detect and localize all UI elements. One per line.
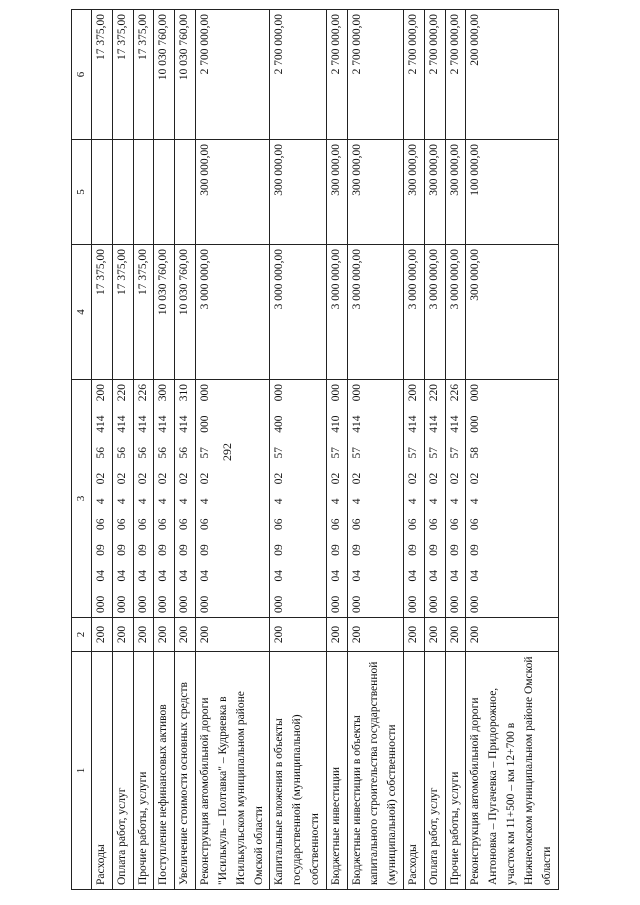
code-part: 57 xyxy=(407,447,420,459)
code-part: 220 xyxy=(427,384,440,402)
code-part: 310 xyxy=(178,384,191,402)
code-part: 09 xyxy=(157,544,170,556)
row-name: Бюджетные инвестиции в объекты капитального строительства государственной (муниципальной) собственности xyxy=(347,652,403,890)
code-part: 06 xyxy=(469,518,482,530)
row-admin-code: 200 xyxy=(424,618,445,652)
code-part: 414 xyxy=(157,415,170,433)
code-part: 09 xyxy=(469,544,482,556)
code-part: 000 xyxy=(407,595,420,613)
code-part: 000 xyxy=(469,415,482,433)
code-part: 02 xyxy=(95,472,108,485)
code-part: 04 xyxy=(350,570,363,582)
row-admin-code: 200 xyxy=(404,618,425,652)
code-part: 56 xyxy=(95,447,108,459)
table-row xyxy=(175,10,196,890)
code-part: 000 xyxy=(115,595,128,613)
row-amount-col5: 300 000,00 xyxy=(326,140,347,245)
row-classification-code xyxy=(196,380,270,618)
row-name: Прочие работы, услуги xyxy=(445,652,466,890)
code-part: 000 xyxy=(350,384,363,402)
code-part: 04 xyxy=(115,570,128,582)
code-part: 09 xyxy=(199,544,212,556)
code-part: 02 xyxy=(157,472,170,485)
code-part: 04 xyxy=(448,570,461,582)
code-part: 09 xyxy=(448,544,461,556)
code-part: 09 xyxy=(407,544,420,556)
row-amount-col6: 2 700 000,00 xyxy=(445,10,466,140)
row-amount-col6: 2 700 000,00 xyxy=(196,10,270,140)
code-part: 06 xyxy=(427,518,440,530)
code-part: 000 xyxy=(199,384,212,402)
code-part: 06 xyxy=(350,518,363,530)
row-classification-code xyxy=(326,380,347,618)
row-amount-col6: 200 000,00 xyxy=(466,10,558,140)
code-part: 414 xyxy=(448,415,461,433)
code-part: 04 xyxy=(469,570,482,582)
code-part: 414 xyxy=(115,415,128,433)
row-name: Расходы xyxy=(92,652,113,890)
code-part: 4 xyxy=(199,498,212,505)
table-row xyxy=(326,10,347,890)
code-part: 000 xyxy=(199,415,212,433)
code-part: 06 xyxy=(199,518,212,530)
row-classification-code xyxy=(347,380,403,618)
code-part: 04 xyxy=(329,570,342,582)
row-name: Оплата работ, услуг xyxy=(424,652,445,890)
code-part: 06 xyxy=(178,518,191,530)
row-amount-col4: 17 375,00 xyxy=(112,245,133,380)
code-part: 04 xyxy=(427,570,440,582)
code-part: 000 xyxy=(427,595,440,613)
code-part: 02 xyxy=(115,472,128,485)
code-part: 4 xyxy=(469,498,482,505)
code-part: 02 xyxy=(199,472,212,485)
table-row xyxy=(347,10,403,890)
code-part: 400 xyxy=(273,415,286,433)
code-part: 4 xyxy=(329,498,342,505)
code-part: 4 xyxy=(427,498,440,505)
table-row xyxy=(424,10,445,890)
row-amount-col6: 2 700 000,00 xyxy=(270,10,326,140)
code-part: 04 xyxy=(407,570,420,582)
code-part: 57 xyxy=(448,447,461,459)
code-part: 000 xyxy=(157,595,170,613)
row-name: Увеличение стоимости основных средств xyxy=(175,652,196,890)
row-amount-col4: 10 030 760,00 xyxy=(154,245,175,380)
row-classification-code xyxy=(466,380,558,618)
row-amount-col4: 3 000 000,00 xyxy=(270,245,326,380)
code-part: 000 xyxy=(199,595,212,613)
code-part: 414 xyxy=(95,415,108,433)
row-amount-col4: 3 000 000,00 xyxy=(347,245,403,380)
table-row xyxy=(466,10,558,890)
table-row xyxy=(133,10,154,890)
table-row xyxy=(112,10,133,890)
code-part: 4 xyxy=(178,498,191,505)
code-part: 58 xyxy=(469,447,482,459)
row-amount-col4: 3 000 000,00 xyxy=(326,245,347,380)
row-amount-col5 xyxy=(92,140,113,245)
row-amount-col5: 300 000,00 xyxy=(445,140,466,245)
row-amount-col5 xyxy=(112,140,133,245)
code-part: 200 xyxy=(95,384,108,402)
code-part: 57 xyxy=(427,447,440,459)
row-classification-code xyxy=(445,380,466,618)
row-admin-code: 200 xyxy=(196,618,270,652)
row-classification-code xyxy=(154,380,175,618)
header-row xyxy=(72,10,92,890)
code-part: 57 xyxy=(329,447,342,459)
table-row xyxy=(92,10,113,890)
row-amount-col4: 3 000 000,00 xyxy=(424,245,445,380)
row-name: Оплата работ, услуг xyxy=(112,652,133,890)
code-part: 02 xyxy=(469,472,482,485)
row-admin-code: 200 xyxy=(270,618,326,652)
code-part: 000 xyxy=(329,384,342,402)
row-classification-code xyxy=(112,380,133,618)
row-classification-code xyxy=(133,380,154,618)
table-row xyxy=(445,10,466,890)
code-part: 56 xyxy=(178,447,191,459)
row-admin-code: 200 xyxy=(175,618,196,652)
row-amount-col6: 10 030 760,00 xyxy=(154,10,175,140)
row-amount-col6: 2 700 000,00 xyxy=(326,10,347,140)
code-part: 000 xyxy=(136,595,149,613)
row-amount-col5: 300 000,00 xyxy=(347,140,403,245)
code-part: 06 xyxy=(407,518,420,530)
code-part: 57 xyxy=(350,447,363,459)
row-amount-col5: 300 000,00 xyxy=(196,140,270,245)
row-classification-code xyxy=(92,380,113,618)
table-row xyxy=(196,10,270,890)
row-name: Реконструкция автомобильной дороги "Исилькуль – Полтавка" – Кудряевка в Исилькульском муниципальном районе Омской области xyxy=(196,652,270,890)
code-part: 414 xyxy=(350,415,363,433)
code-part: 410 xyxy=(329,415,342,433)
code-part: 06 xyxy=(115,518,128,530)
code-part: 06 xyxy=(136,518,149,530)
code-part: 220 xyxy=(115,384,128,402)
header-cell-6: 6 xyxy=(72,10,92,140)
row-classification-code xyxy=(424,380,445,618)
header-cell-4: 4 xyxy=(72,245,92,380)
row-amount-col5: 300 000,00 xyxy=(270,140,326,245)
code-part: 57 xyxy=(199,447,212,459)
row-name: Капитальные вложения в объекты государственной (муниципальной) собственности xyxy=(270,652,326,890)
code-part: 4 xyxy=(273,498,286,505)
code-part: 02 xyxy=(448,472,461,485)
table-row xyxy=(404,10,425,890)
code-part: 4 xyxy=(448,498,461,505)
row-amount-col5: 300 000,00 xyxy=(424,140,445,245)
row-amount-col5: 100 000,00 xyxy=(466,140,558,245)
code-part: 414 xyxy=(427,415,440,433)
code-part: 414 xyxy=(178,415,191,433)
row-amount-col5 xyxy=(133,140,154,245)
code-part: 414 xyxy=(136,415,149,433)
code-part: 06 xyxy=(448,518,461,530)
budget-table xyxy=(71,9,559,890)
code-part: 04 xyxy=(178,570,191,582)
row-amount-col5: 300 000,00 xyxy=(404,140,425,245)
rotated-table-page xyxy=(71,10,605,890)
code-part: 02 xyxy=(178,472,191,485)
row-admin-code: 200 xyxy=(133,618,154,652)
code-part: 000 xyxy=(329,595,342,613)
row-admin-code: 200 xyxy=(445,618,466,652)
row-amount-col4: 10 030 760,00 xyxy=(175,245,196,380)
code-part: 226 xyxy=(448,384,461,402)
header-cell-1: 1 xyxy=(72,652,92,890)
code-part: 04 xyxy=(273,570,286,582)
page-number: 292 xyxy=(220,443,234,461)
header-cell-5: 5 xyxy=(72,140,92,245)
row-amount-col6: 10 030 760,00 xyxy=(175,10,196,140)
row-admin-code: 200 xyxy=(154,618,175,652)
code-part: 4 xyxy=(95,498,108,505)
row-amount-col4: 3 000 000,00 xyxy=(404,245,425,380)
code-part: 000 xyxy=(469,384,482,402)
code-part: 09 xyxy=(329,544,342,556)
code-part: 56 xyxy=(136,447,149,459)
code-part: 4 xyxy=(136,498,149,505)
code-part: 09 xyxy=(178,544,191,556)
code-part: 000 xyxy=(350,595,363,613)
header-cell-2: 2 xyxy=(72,618,92,652)
row-amount-col4: 17 375,00 xyxy=(92,245,113,380)
row-amount-col4: 300 000,00 xyxy=(466,245,558,380)
code-part: 09 xyxy=(350,544,363,556)
code-part: 02 xyxy=(329,472,342,485)
code-part: 57 xyxy=(273,447,286,459)
header-cell-3: 3 xyxy=(72,380,92,618)
row-amount-col4: 3 000 000,00 xyxy=(196,245,270,380)
row-amount-col6: 17 375,00 xyxy=(92,10,113,140)
table-row xyxy=(270,10,326,890)
code-part: 09 xyxy=(136,544,149,556)
table-row xyxy=(154,10,175,890)
code-part: 02 xyxy=(407,472,420,485)
code-part: 56 xyxy=(115,447,128,459)
code-part: 000 xyxy=(469,595,482,613)
row-classification-code xyxy=(404,380,425,618)
row-amount-col5 xyxy=(175,140,196,245)
row-classification-code xyxy=(270,380,326,618)
row-name: Поступление нефинансовых активов xyxy=(154,652,175,890)
code-part: 09 xyxy=(95,544,108,556)
row-amount-col6: 17 375,00 xyxy=(133,10,154,140)
row-admin-code: 200 xyxy=(112,618,133,652)
code-part: 06 xyxy=(273,518,286,530)
code-part: 04 xyxy=(136,570,149,582)
code-part: 56 xyxy=(157,447,170,459)
row-admin-code: 200 xyxy=(92,618,113,652)
code-part: 06 xyxy=(157,518,170,530)
code-part: 02 xyxy=(350,472,363,485)
code-part: 300 xyxy=(157,384,170,402)
row-name: Прочие работы, услуги xyxy=(133,652,154,890)
row-amount-col6: 2 700 000,00 xyxy=(404,10,425,140)
row-admin-code: 200 xyxy=(326,618,347,652)
code-part: 02 xyxy=(427,472,440,485)
row-classification-code xyxy=(175,380,196,618)
code-part: 000 xyxy=(448,595,461,613)
code-part: 02 xyxy=(136,472,149,485)
code-part: 09 xyxy=(273,544,286,556)
row-amount-col4: 17 375,00 xyxy=(133,245,154,380)
row-admin-code: 200 xyxy=(347,618,403,652)
code-part: 4 xyxy=(115,498,128,505)
row-name: Бюджетные инвестиции xyxy=(326,652,347,890)
code-part: 4 xyxy=(350,498,363,505)
row-name: Расходы xyxy=(404,652,425,890)
row-amount-col6: 2 700 000,00 xyxy=(424,10,445,140)
code-part: 04 xyxy=(157,570,170,582)
code-part: 200 xyxy=(407,384,420,402)
code-part: 02 xyxy=(273,472,286,485)
code-part: 06 xyxy=(329,518,342,530)
row-amount-col6: 17 375,00 xyxy=(112,10,133,140)
row-amount-col6: 2 700 000,00 xyxy=(347,10,403,140)
row-admin-code: 200 xyxy=(466,618,558,652)
code-part: 09 xyxy=(427,544,440,556)
code-part: 226 xyxy=(136,384,149,402)
code-part: 09 xyxy=(115,544,128,556)
code-part: 04 xyxy=(95,570,108,582)
row-amount-col5 xyxy=(154,140,175,245)
code-part: 4 xyxy=(157,498,170,505)
row-amount-col4: 3 000 000,00 xyxy=(445,245,466,380)
code-part: 414 xyxy=(407,415,420,433)
code-part: 000 xyxy=(273,384,286,402)
code-part: 000 xyxy=(178,595,191,613)
row-name: Реконструкция автомобильной дороги Антоновка – Пугачевка – Придорожное, участок км 11+500 – км 12+700 в Нижнеомском муниципальном районе Омской области xyxy=(466,652,558,890)
code-part: 06 xyxy=(95,518,108,530)
code-part: 000 xyxy=(95,595,108,613)
code-part: 000 xyxy=(273,595,286,613)
code-part: 04 xyxy=(199,570,212,582)
code-part: 4 xyxy=(407,498,420,505)
